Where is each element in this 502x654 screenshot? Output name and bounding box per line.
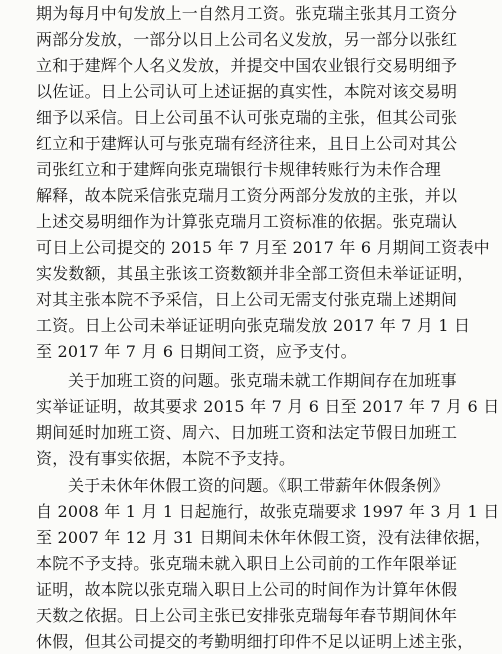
text-line: 关于加班工资的问题。张克瑞未就工作期间存在加班事 [68, 371, 457, 390]
text-line: 天数之依据。日上公司主张已安排张克瑞每年春节期间休年 [36, 606, 458, 625]
text-line: 立和于建辉个人名义发放，并提交中国农业银行交易明细予 [36, 56, 458, 75]
text-line: 期为每月中旬发放上一自然月工资。张克瑞主张其月工资分 [36, 4, 458, 23]
text-line: 司张红立和于建辉向张克瑞银行卡规律转账行为未作合理 [36, 160, 442, 179]
text-line: 关于未休年休假工资的问题。《职工带薪年休假条例》 [68, 476, 449, 495]
text-line: 以佐证。日上公司认可上述证据的真实性，本院对该交易明 [36, 82, 458, 101]
text-line: 对其主张本院不予采信，日上公司无需支付张克瑞上述期间 [36, 290, 458, 309]
text-line: 两部分发放，一部分以日上公司名义发放，另一部分以张红 [36, 30, 458, 49]
text-line: 证明，故本院以张克瑞入职日上公司的时间作为计算年休假 [36, 580, 458, 599]
text-line: 红立和于建辉认可与张克瑞有经济往来，且日上公司对其公 [36, 134, 458, 153]
text-line: 上述交易明细作为计算张克瑞月工资标准的依据。张克瑞认 [36, 212, 458, 231]
text-line: 资，没有事实依据，本院不予支持。 [36, 449, 296, 468]
text-line: 休假，但其公司提交的考勤明细打印件不足以证明上述主张， [36, 632, 474, 651]
text-line: 解释，故本院采信张克瑞月工资分两部分发放的主张，并以 [36, 186, 458, 205]
text-line: 至 2007 年 12 月 31 日期间未休年休假工资，没有法律依据， [36, 528, 491, 547]
text-line: 实发数额，其虽主张该工资数额并非全部工资但未举证证明， [36, 264, 474, 283]
text-line: 期间延时加班工资、周六、日加班工资和法定节假日加班工 [36, 423, 458, 442]
text-line: 本院不予支持。张克瑞未就入职日上公司前的工作年限举证 [36, 554, 458, 573]
text-line: 自 2008 年 1 月 1 日起施行，故张克瑞要求 1997 年 3 月 1 日 [36, 502, 500, 521]
text-line: 可日上公司提交的 2015 年 7 月至 2017 年 6 月期间工资表中 [36, 238, 490, 257]
text-line: 工资。日上公司未举证证明向张克瑞发放 2017 年 7 月 1 日 [36, 316, 471, 335]
text-line: 至 2017 年 7 月 6 日期间工资，应予支付。 [36, 342, 357, 361]
text-line: 细予以采信。日上公司虽不认可张克瑞的主张，但其公司张 [36, 108, 458, 127]
text-line: 实举证证明，故其要求 2015 年 7 月 6 日至 2017 年 7 月 6 日 [36, 397, 500, 416]
